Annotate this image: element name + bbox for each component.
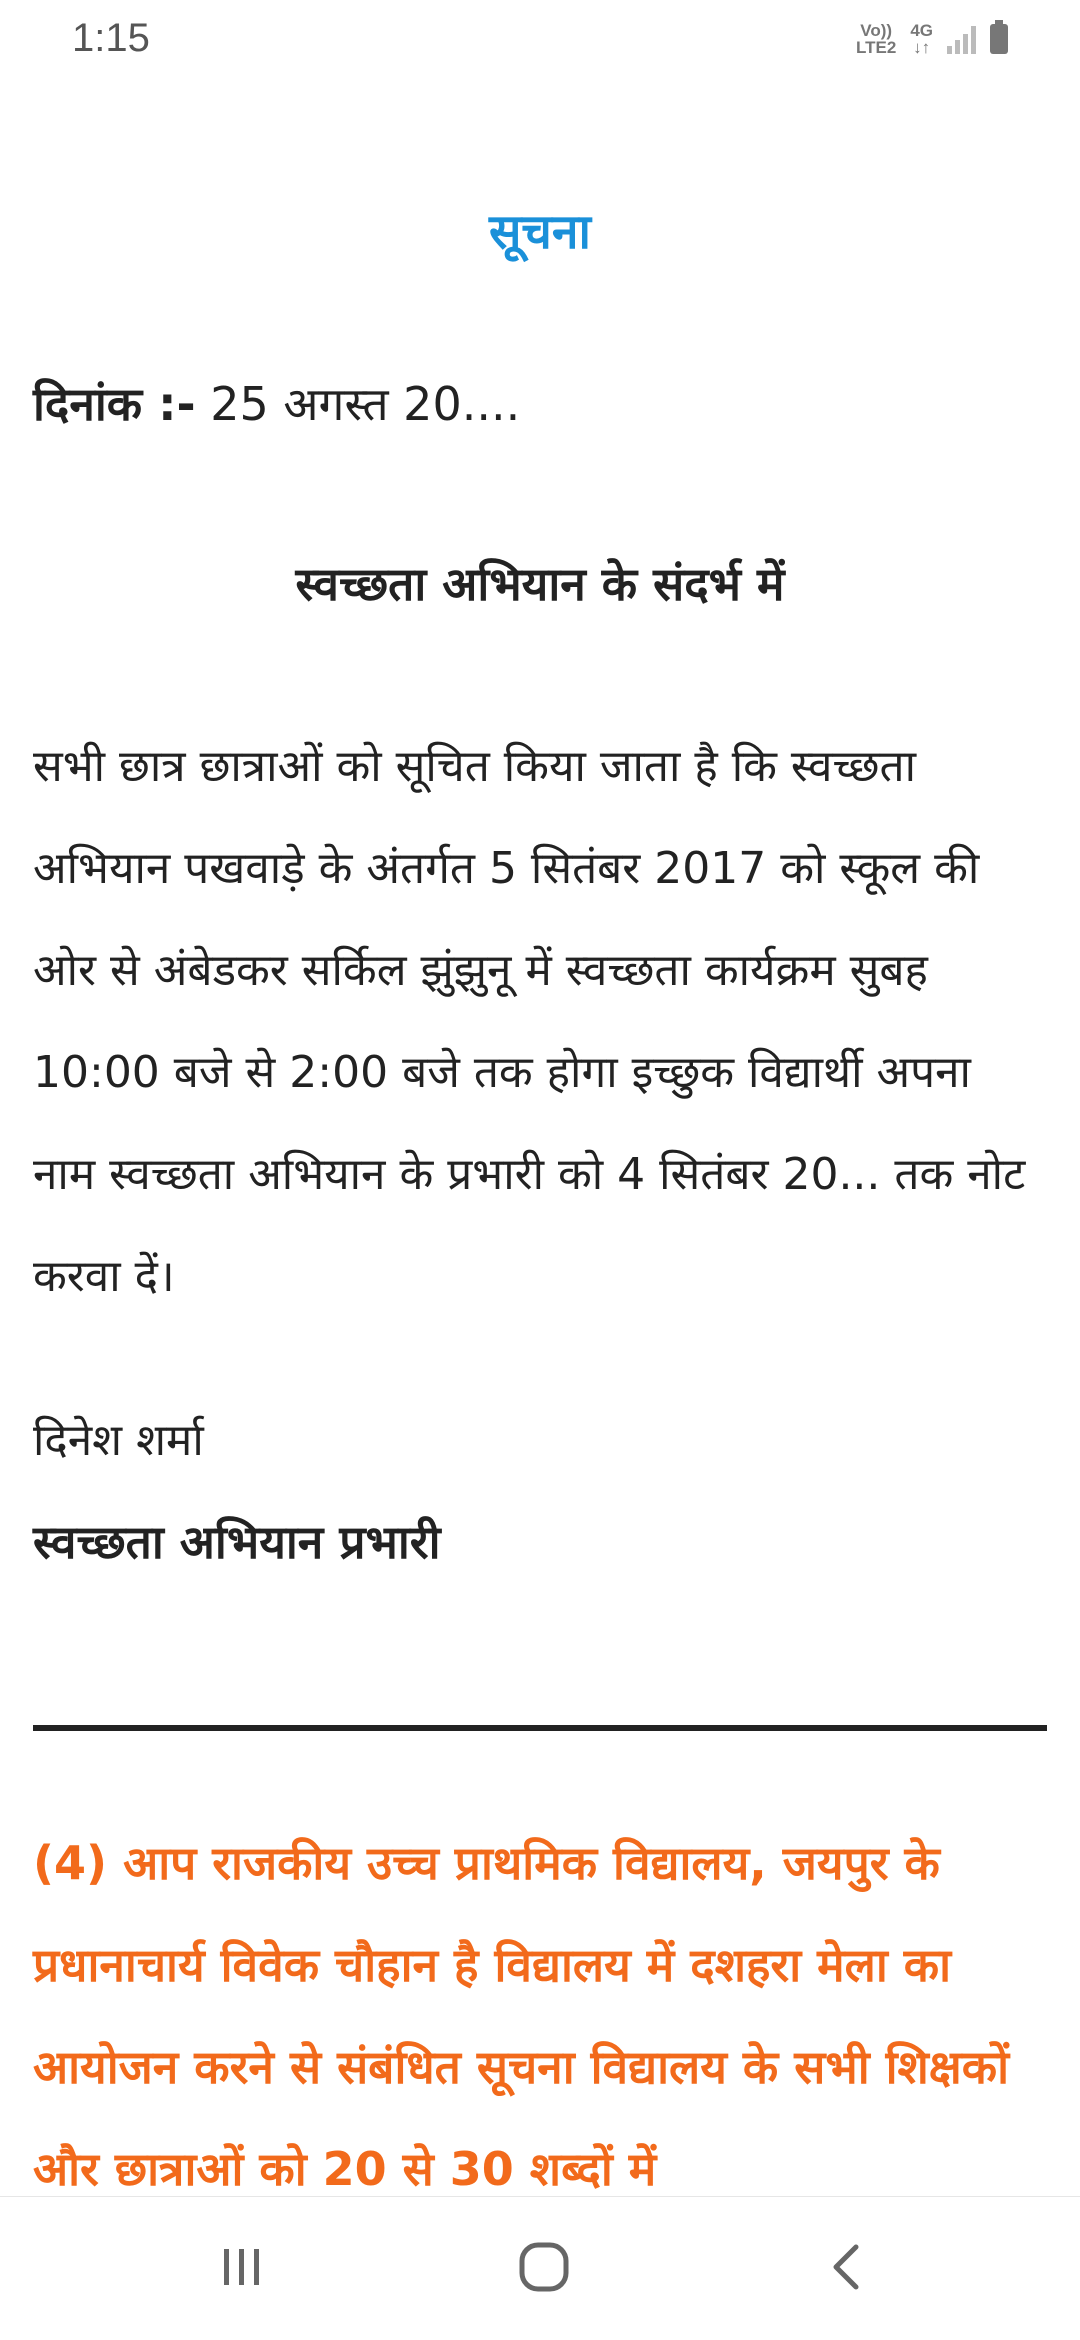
home-icon bbox=[514, 2237, 574, 2297]
battery-icon bbox=[990, 24, 1008, 54]
date-value: 25 अगस्त 20.... bbox=[195, 377, 521, 431]
navigation-bar bbox=[0, 2196, 1080, 2340]
notice-title: सूचना bbox=[488, 204, 591, 260]
data-arrows-icon: ↓↑ bbox=[913, 38, 931, 57]
status-time: 1:15 bbox=[72, 16, 150, 60]
section-divider bbox=[33, 1725, 1047, 1731]
status-bar bbox=[0, 0, 1080, 90]
date-label: दिनांक :- bbox=[33, 377, 196, 431]
signal-icon bbox=[947, 24, 976, 54]
notice-subject: स्वच्छता अभियान के संदर्भ में bbox=[295, 557, 785, 611]
volte-bottom-label: LTE2 bbox=[856, 38, 897, 57]
signer-designation: स्वच्छता अभियान प्रभारी bbox=[33, 1515, 441, 1569]
back-button[interactable] bbox=[788, 2227, 908, 2307]
back-icon bbox=[818, 2237, 878, 2297]
notice-body: सभी छात्र छात्राओं को सूचित किया जाता है कि स्वच्छता अभियान पखवाड़े के अंतर्गत 5 सितंबर 2017 को स्कूल की ओर से अंबेडकर सर्किल झुंझुनू में स्वच्छता कार्यक्रम सुबह 10:00 बजे से 2:00 बजे तक होगा इच्छुक विद्यार्थी अपना नाम स्वच्छता अभियान के प्रभारी को 4 सितंबर 20... तक नोट करवा दें। bbox=[33, 741, 1026, 1302]
recents-button[interactable] bbox=[182, 2227, 302, 2307]
network-type-label: 4G bbox=[910, 21, 933, 40]
signer-name: दिनेश शर्मा bbox=[33, 1415, 204, 1466]
status-icons bbox=[856, 22, 1008, 56]
volte-top-label: Vo)) bbox=[860, 21, 893, 40]
next-question-text: (4) आप राजकीय उच्च प्राथमिक विद्यालय, जयपुर के प्रधानाचार्य विवेक चौहान है विद्यालय में दशहरा मेला का आयोजन करने से संबंधित सूचना विद्यालय के सभी शिक्षकों और छात्राओं को 20 से 30 शब्दों में bbox=[33, 1836, 1010, 2196]
recents-icon bbox=[212, 2237, 272, 2297]
network-indicator bbox=[910, 22, 933, 56]
volte-indicator bbox=[856, 22, 896, 56]
date-line bbox=[33, 372, 520, 434]
home-button[interactable] bbox=[484, 2227, 604, 2307]
